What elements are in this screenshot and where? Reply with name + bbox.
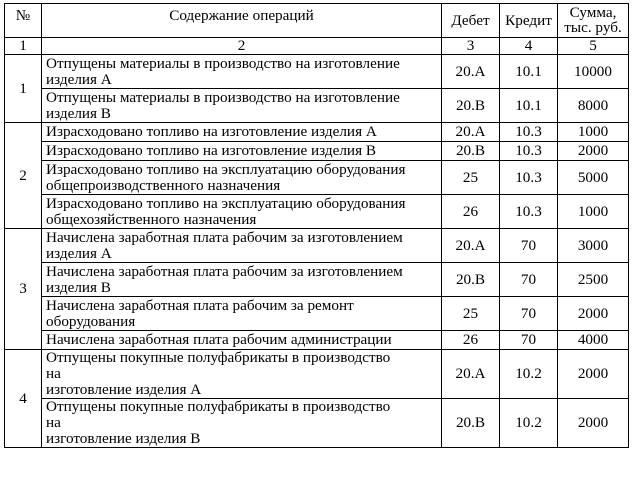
sum-cell: 2000 bbox=[558, 297, 629, 331]
header-content: Содержание операций bbox=[42, 4, 442, 38]
debit-cell: 20.А bbox=[442, 229, 500, 263]
operation-text: Израсходовано топливо на эксплуатацию оборудования общехозяйственного назначения bbox=[42, 195, 442, 229]
debit-cell: 26 bbox=[442, 195, 500, 229]
sum-cell: 2000 bbox=[558, 142, 629, 161]
debit-cell: 26 bbox=[442, 331, 500, 350]
operation-text: Начислена заработная плата рабочим за изготовлением изделия В bbox=[42, 263, 442, 297]
group-number: 3 bbox=[5, 229, 42, 350]
column-number: 4 bbox=[500, 38, 558, 55]
sum-cell: 8000 bbox=[558, 89, 629, 123]
table-row bbox=[5, 161, 629, 195]
sum-cell: 4000 bbox=[558, 331, 629, 350]
sum-cell: 2500 bbox=[558, 263, 629, 297]
credit-cell: 10.3 bbox=[500, 161, 558, 195]
operation-text: Отпущены материалы в производство на изготовление изделия В bbox=[42, 89, 442, 123]
header-debit: Дебет bbox=[442, 4, 500, 38]
table-row bbox=[5, 399, 629, 448]
operation-text: Израсходовано топливо на эксплуатацию оборудования общепроизводственного назначения bbox=[42, 161, 442, 195]
header-no: № bbox=[5, 4, 42, 38]
debit-cell: 20.А bbox=[442, 55, 500, 89]
table-row bbox=[5, 229, 629, 263]
table-row bbox=[5, 142, 629, 161]
header-sum-line1: Сумма, bbox=[569, 4, 617, 21]
sum-cell: 1000 bbox=[558, 123, 629, 142]
credit-cell: 10.1 bbox=[500, 55, 558, 89]
column-number: 5 bbox=[558, 38, 629, 55]
credit-cell: 70 bbox=[500, 331, 558, 350]
debit-cell: 25 bbox=[442, 161, 500, 195]
operation-text: Израсходовано топливо на изготовление изделия А bbox=[42, 123, 442, 142]
operation-text-line: изготовление изделия В bbox=[46, 430, 201, 447]
table-row bbox=[5, 350, 629, 399]
credit-cell: 10.3 bbox=[500, 123, 558, 142]
debit-cell: 20.В bbox=[442, 263, 500, 297]
operation-text-line: на bbox=[46, 365, 61, 382]
debit-cell: 20.В bbox=[442, 89, 500, 123]
header-row bbox=[5, 4, 629, 38]
sum-cell: 2000 bbox=[558, 399, 629, 448]
debit-cell: 20.А bbox=[442, 350, 500, 399]
table-row bbox=[5, 89, 629, 123]
sum-cell: 1000 bbox=[558, 195, 629, 229]
table-row bbox=[5, 55, 629, 89]
credit-cell: 70 bbox=[500, 263, 558, 297]
credit-cell: 10.3 bbox=[500, 142, 558, 161]
operations-table bbox=[4, 3, 629, 448]
credit-cell: 70 bbox=[500, 297, 558, 331]
operation-text: Отпущены материалы в производство на изготовление изделия А bbox=[42, 55, 442, 89]
table-row bbox=[5, 263, 629, 297]
column-number: 3 bbox=[442, 38, 500, 55]
operation-text: Начислена заработная плата рабочим администрации bbox=[42, 331, 442, 350]
operation-text: Начислена заработная плата рабочим за изготовлением изделия А bbox=[42, 229, 442, 263]
operation-text: Начислена заработная плата рабочим за ремонт оборудования bbox=[42, 297, 442, 331]
credit-cell: 70 bbox=[500, 229, 558, 263]
group-number: 2 bbox=[5, 123, 42, 229]
sum-cell: 5000 bbox=[558, 161, 629, 195]
debit-cell: 25 bbox=[442, 297, 500, 331]
header-credit: Кредит bbox=[500, 4, 558, 38]
debit-cell: 20.В bbox=[442, 399, 500, 448]
operation-text-line: Отпущены покупные полуфабрикаты в производство bbox=[46, 349, 391, 366]
table-row bbox=[5, 195, 629, 229]
operation-text bbox=[42, 399, 442, 448]
header-sum-line2: тыс. руб. bbox=[564, 19, 622, 36]
operation-text-line: изготовление изделия А bbox=[46, 381, 202, 398]
operation-text-line: на bbox=[46, 414, 61, 431]
column-number: 2 bbox=[42, 38, 442, 55]
table-row bbox=[5, 297, 629, 331]
credit-cell: 10.1 bbox=[500, 89, 558, 123]
debit-cell: 20.А bbox=[442, 123, 500, 142]
column-number: 1 bbox=[5, 38, 42, 55]
column-number-row bbox=[5, 38, 629, 55]
credit-cell: 10.2 bbox=[500, 399, 558, 448]
group-number: 1 bbox=[5, 55, 42, 123]
operation-text: Израсходовано топливо на изготовление изделия В bbox=[42, 142, 442, 161]
table-row bbox=[5, 331, 629, 350]
header-sum bbox=[558, 4, 629, 38]
operation-text bbox=[42, 350, 442, 399]
sum-cell: 10000 bbox=[558, 55, 629, 89]
table-row bbox=[5, 123, 629, 142]
credit-cell: 10.3 bbox=[500, 195, 558, 229]
sum-cell: 2000 bbox=[558, 350, 629, 399]
sum-cell: 3000 bbox=[558, 229, 629, 263]
operation-text-line: Отпущены покупные полуфабрикаты в производство bbox=[46, 398, 391, 415]
credit-cell: 10.2 bbox=[500, 350, 558, 399]
debit-cell: 20.В bbox=[442, 142, 500, 161]
group-number: 4 bbox=[5, 350, 42, 448]
